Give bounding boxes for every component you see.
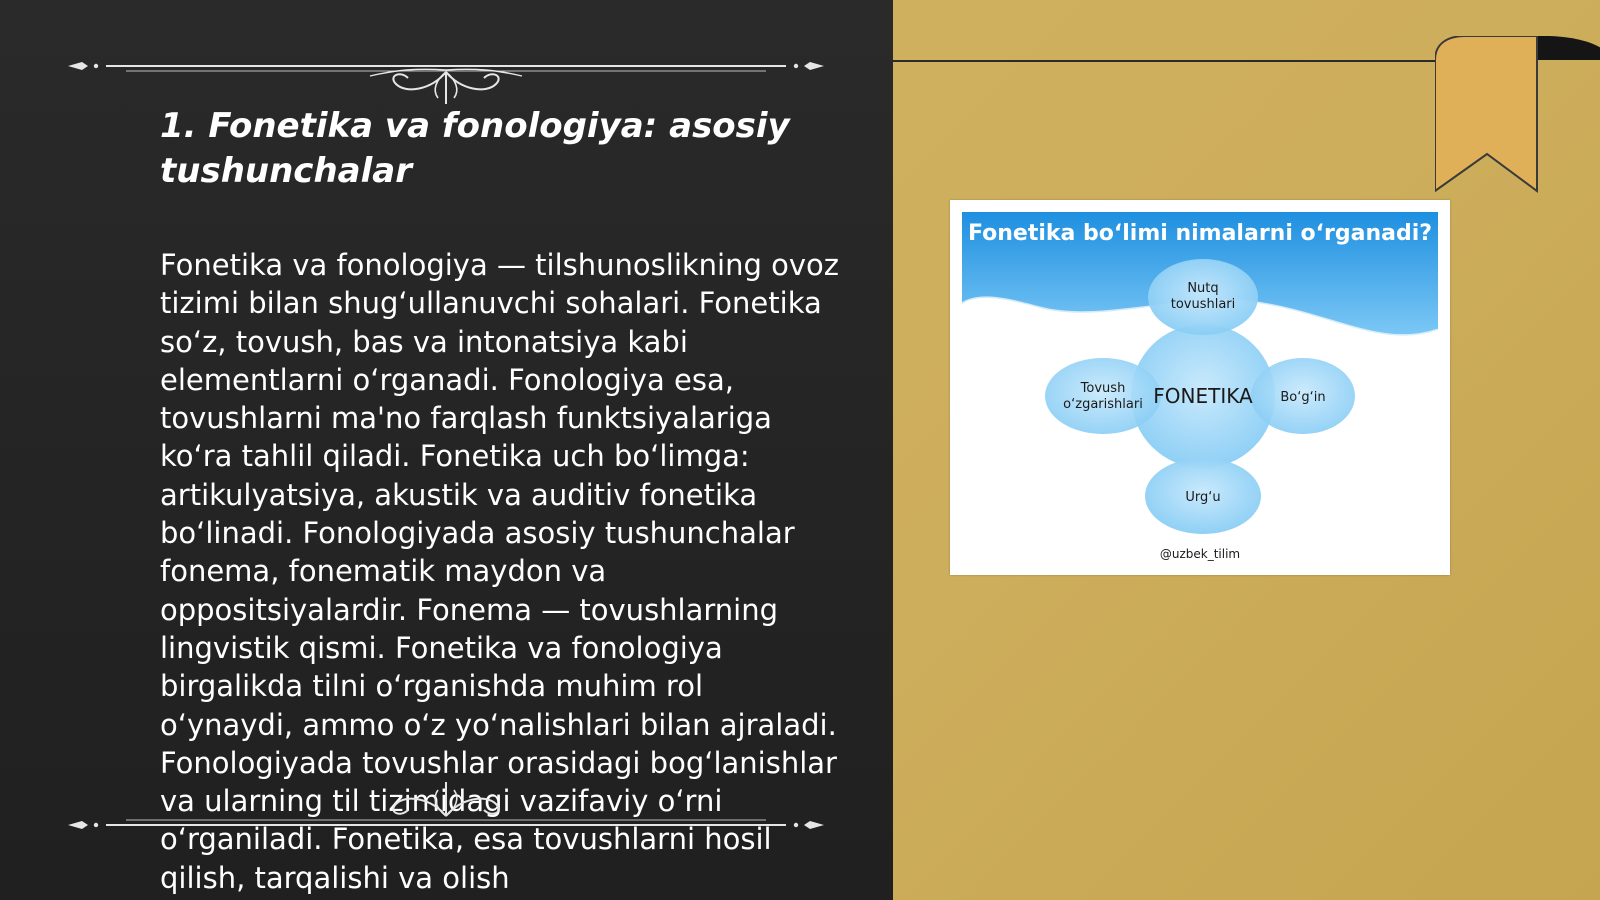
diagram-heading: Fonetika bo‘limi nimalarni o‘rganadi? — [968, 221, 1432, 246]
image-panel — [893, 0, 1600, 900]
horizontal-rule — [893, 60, 1439, 62]
bubble-left — [1045, 358, 1161, 434]
bubble-left-label: Tovush — [1080, 381, 1126, 396]
slide-title: 1. Fonetika va fonologiya: asosiy tushunchalar — [160, 106, 790, 191]
bubble-bottom-label: Urg‘u — [1185, 490, 1221, 505]
slide-body-text: Fonetika va fonologiya — tilshunoslikning ovoz tizimi bilan shug‘ullanuvchi sohalari. Fonetika so‘z, tovush, bas va intonatsiya kabi elementlarni o‘rganadi. Fonologiya esa, tovushlarni ma'no farqlash funktsiyalariga ko‘ra tahlil qiladi. Fonetika uch bo‘limga: artikulyatsiya, akustik va auditiv fonetika bo‘linadi. Fonologiyada asosiy tushunchalar fonema, fonematik maydon va oppositsiyalardir. Fonema — tovushlarning lingvistik qismi. Fonetika va fonologiya birgalikda tilni o‘rganishda muhim rol o‘ynaydi, ammo o‘z yo‘nalishlari bilan ajraladi. Fonologiyada tovushlar orasidagi bog‘lanishlar va ularning til tizimidagi vazifaviy o‘rni o‘rganiladi. Fonetika, esa tovushlarni hosil qilish, tarqalishi va olish — [160, 248, 839, 895]
bubble-right-label: Bo‘g‘in — [1280, 390, 1326, 405]
top-ornament-divider — [66, 48, 826, 108]
credit-text: @uzbek_tilim — [1159, 547, 1241, 561]
bottom-ornament-divider — [66, 770, 826, 830]
center-label: FONETIKA — [1153, 384, 1253, 408]
bubble-top-label-2: tovushlari — [1170, 297, 1236, 312]
fonetika-diagram-image — [950, 200, 1450, 575]
bubble-top-label: Nutq — [1187, 281, 1219, 296]
bubble-left-label-2: o‘zgarishlari — [1063, 397, 1143, 412]
bookmark-icon — [1435, 36, 1600, 201]
